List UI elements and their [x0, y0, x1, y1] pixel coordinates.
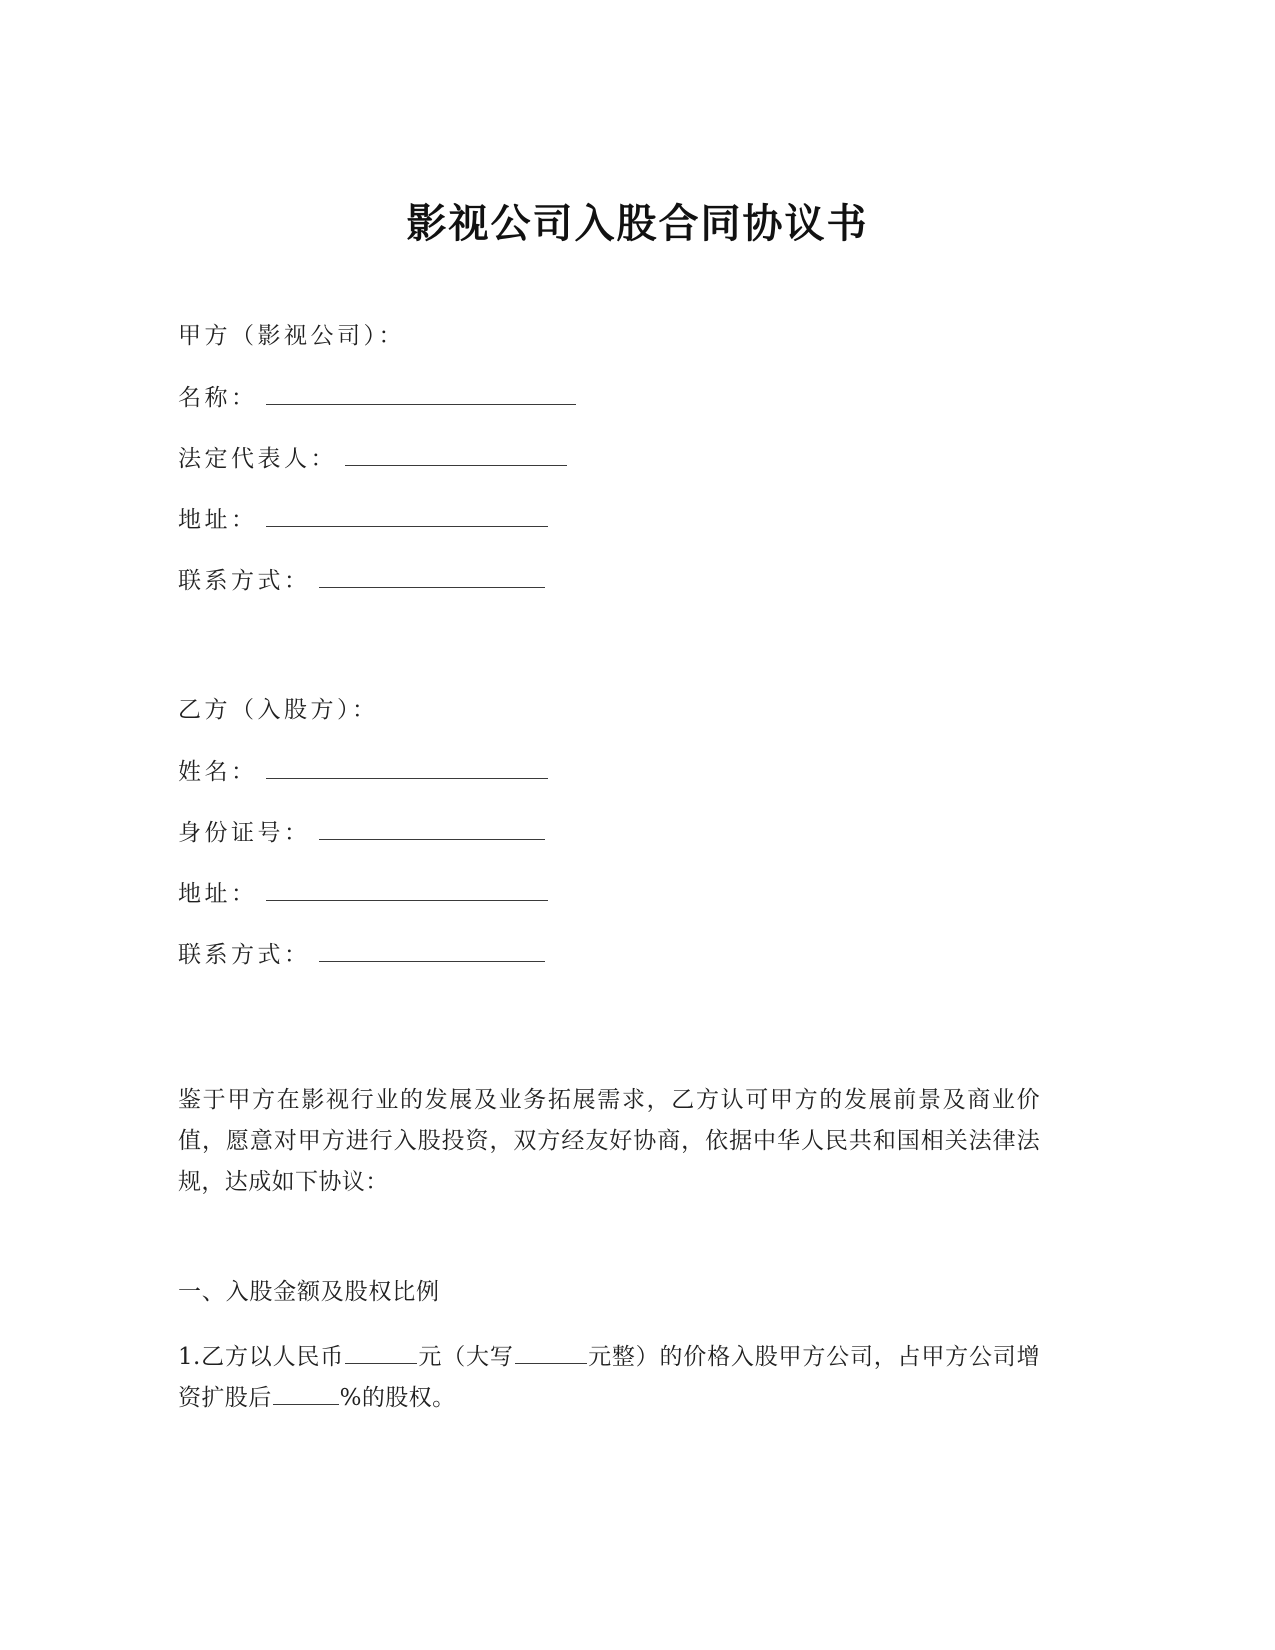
party-a-field-address	[178, 504, 1044, 536]
clause-text-segment: 元（大写	[418, 1344, 514, 1370]
party-b-field-name	[178, 756, 1044, 788]
clause-text-segment: 乙方以人民币	[200, 1344, 345, 1370]
amount-blank-input[interactable]	[345, 1346, 417, 1364]
field-blank-input[interactable]	[319, 820, 545, 840]
clause-number: 1.	[178, 1344, 201, 1370]
clause-text-segment: 元整）的价格入股甲方公司，占甲方公司增资扩股后	[178, 1344, 1040, 1411]
section-one-clause-1	[178, 1337, 1040, 1419]
section-spacer	[178, 1000, 1044, 1080]
field-blank-input[interactable]	[319, 942, 545, 962]
party-b-heading: 乙方（入股方）：	[178, 697, 379, 723]
party-b-field-address	[178, 878, 1044, 910]
document-body	[178, 320, 1044, 1419]
page-title: 影视公司入股合同协议书	[406, 200, 869, 247]
field-label: 法定代表人：	[178, 446, 337, 472]
party-a-field-name	[178, 382, 1044, 414]
field-blank-input[interactable]	[266, 881, 548, 901]
field-label: 联系方式：	[178, 568, 311, 594]
field-label: 姓名：	[178, 759, 258, 785]
section-spacer	[178, 1309, 1044, 1337]
party-b-field-id-number	[178, 817, 1044, 849]
section-spacer	[178, 626, 1044, 694]
field-blank-input[interactable]	[266, 385, 576, 405]
field-blank-input[interactable]	[266, 759, 548, 779]
section-one-heading: 一、入股金额及股权比例	[178, 1279, 440, 1305]
field-label: 联系方式：	[178, 942, 311, 968]
party-a-field-contact	[178, 565, 1044, 597]
recital-paragraph: 鉴于甲方在影视行业的发展及业务拓展需求，乙方认可甲方的发展前景及商业价值，愿意对甲方进行入股投资，双方经友好协商，依据中华人民共和国相关法律法规，达成如下协议：	[178, 1087, 1040, 1195]
section-spacer	[178, 1203, 1044, 1275]
clause-text-segment: %的股权。	[339, 1385, 456, 1411]
field-blank-input[interactable]	[345, 446, 567, 466]
equity-percentage-blank-input[interactable]	[273, 1387, 339, 1405]
party-a-field-legal-rep	[178, 443, 1044, 475]
party-a-heading: 甲方（影视公司）：	[178, 323, 405, 349]
field-label: 名称：	[178, 385, 258, 411]
field-blank-input[interactable]	[266, 507, 548, 527]
field-blank-input[interactable]	[319, 568, 545, 588]
field-label: 地址：	[178, 507, 258, 533]
field-label: 身份证号：	[178, 820, 311, 846]
amount-in-words-blank-input[interactable]	[515, 1346, 587, 1364]
field-label: 地址：	[178, 881, 258, 907]
party-b-field-contact	[178, 939, 1044, 971]
